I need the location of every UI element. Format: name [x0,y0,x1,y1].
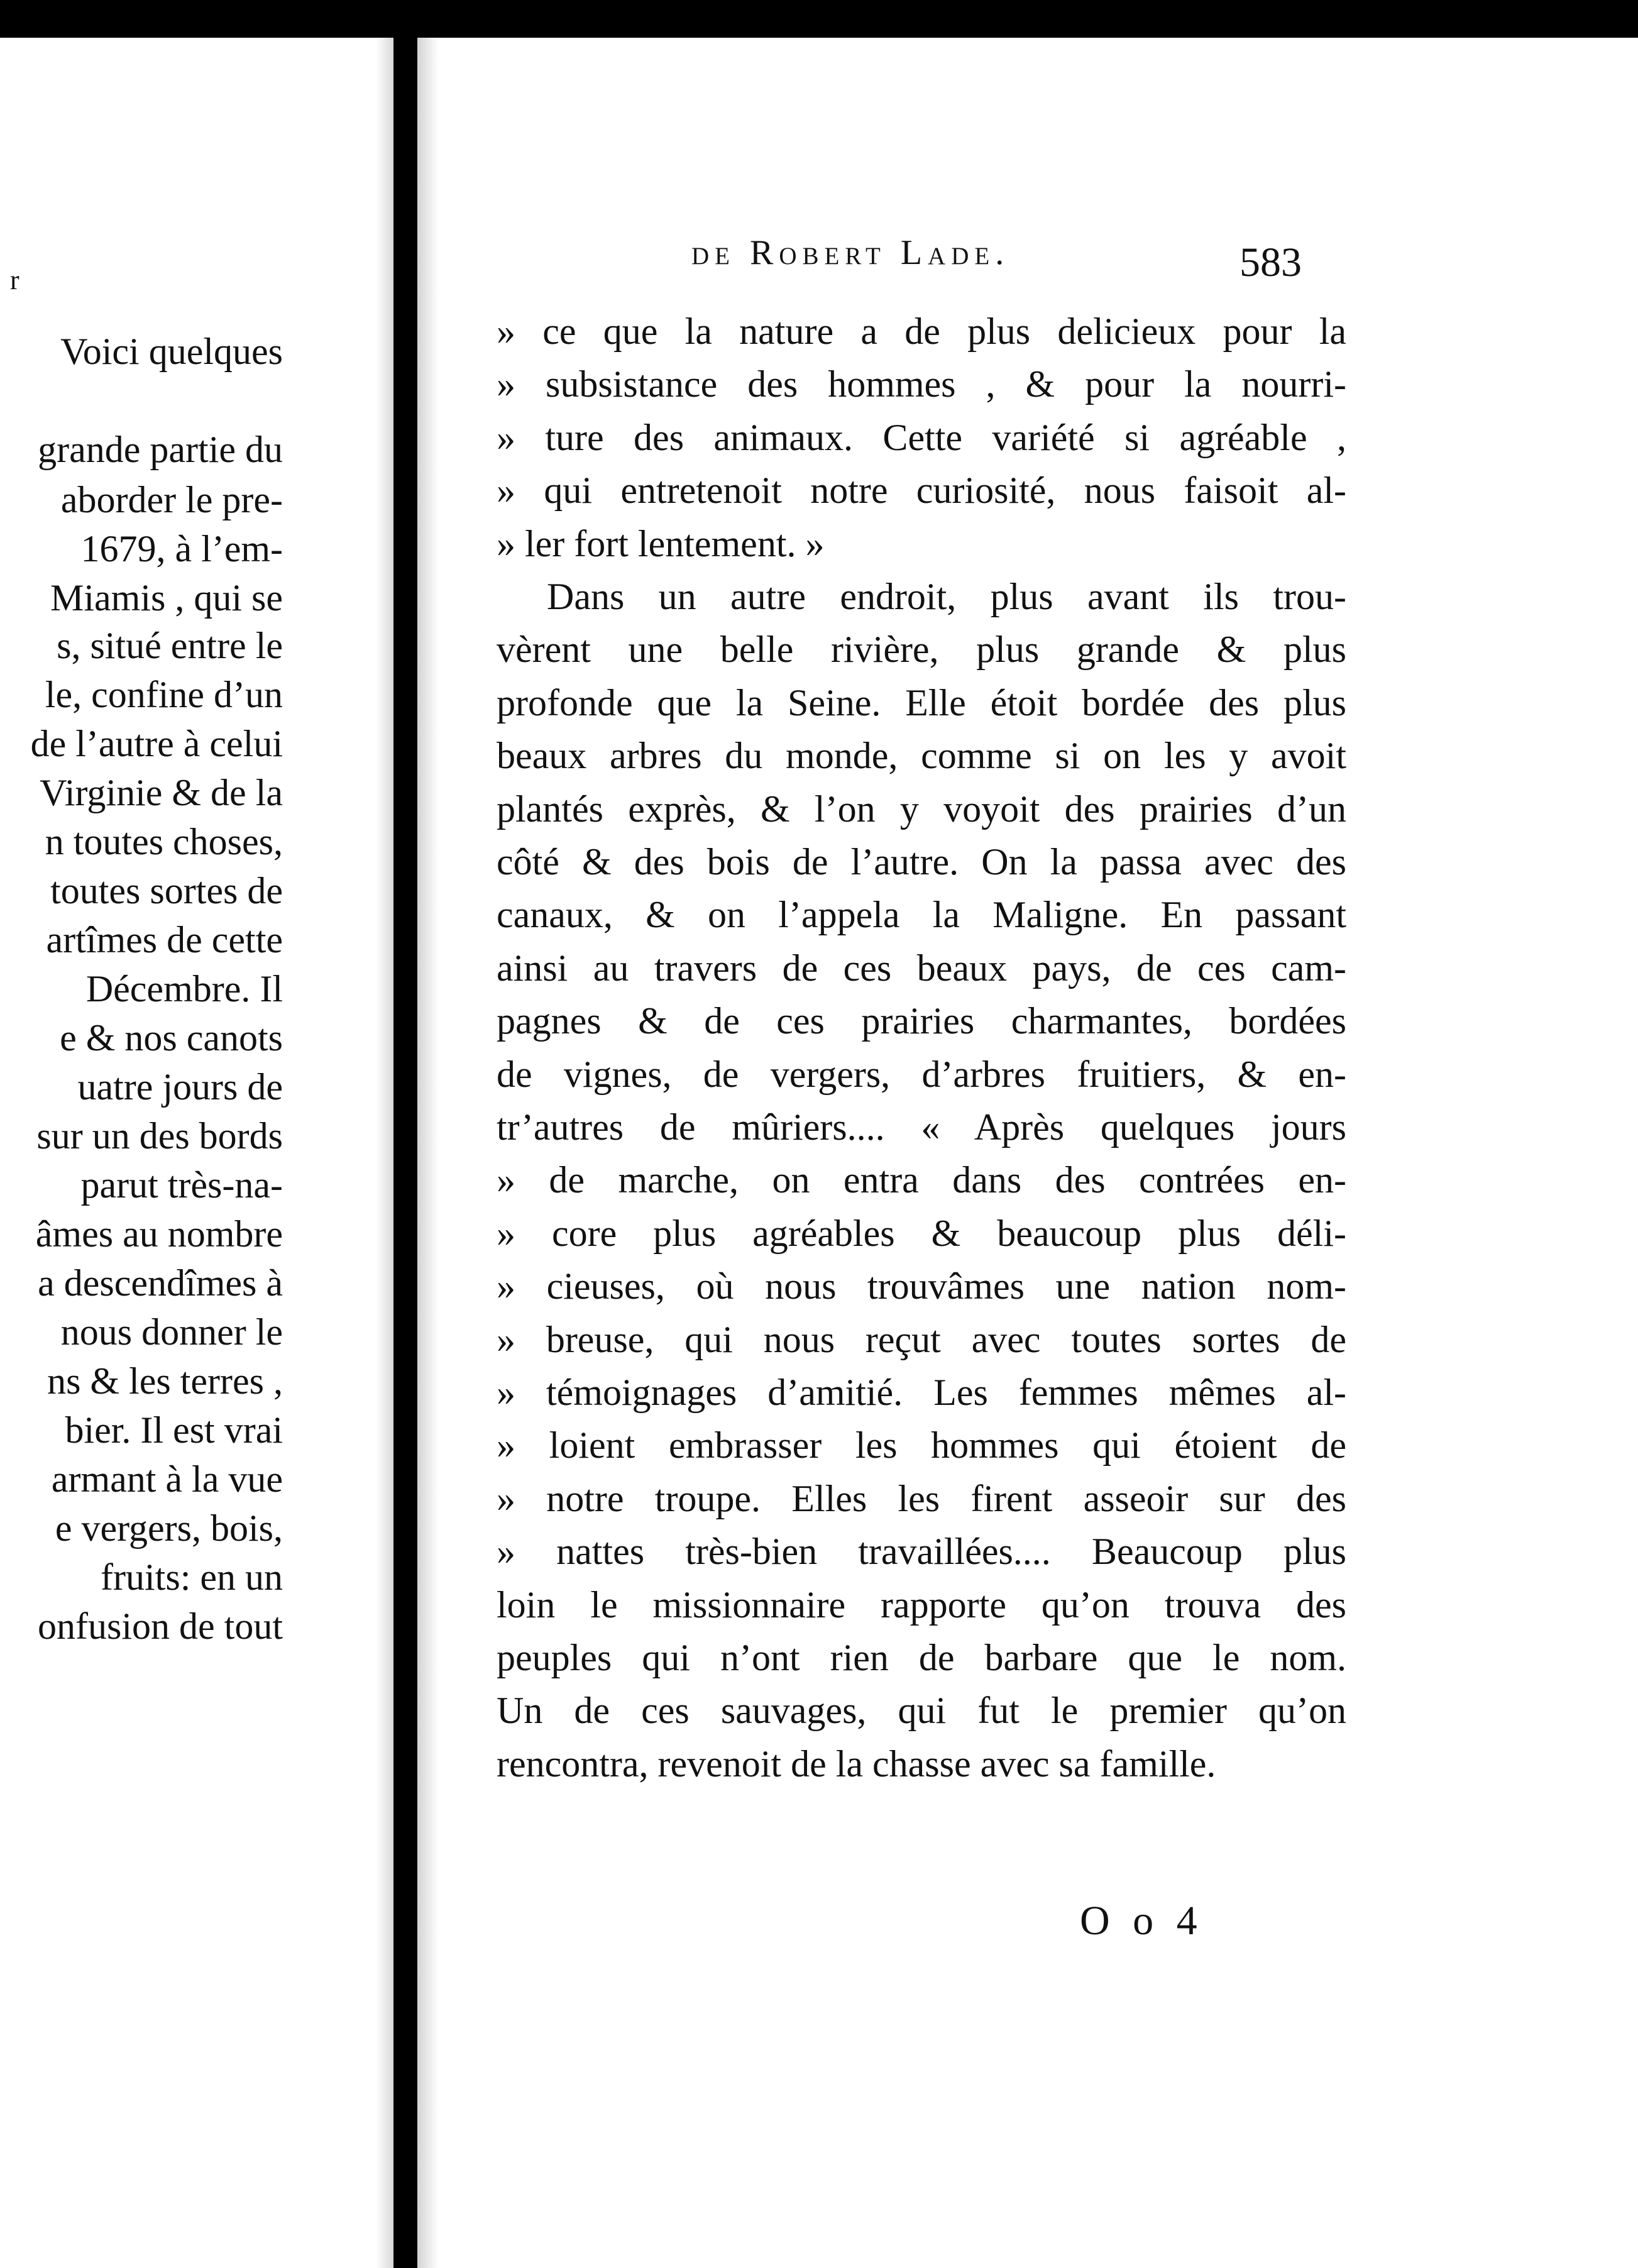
right-page-fold-shadow [417,38,439,2268]
right-page-line: » témoignages d’amitié. Les femmes mêmes al- [497,1372,1346,1413]
left-page-line: a descendîmes à [38,1262,283,1304]
right-page-line: » ce que la nature a de plus delicieux pour la [497,311,1346,352]
left-page-line: grande partie du [38,429,283,470]
right-page-line: » de marche, on entra dans des contrées en- [497,1159,1346,1201]
left-page [0,38,393,2268]
left-page-line: n toutes choses, [45,821,283,862]
left-page-line: Voici quelques [60,331,283,372]
right-page-line: de vignes, de vergers, d’arbres fruitiers, & en- [497,1054,1346,1095]
right-page-line: rencontra, revenoit de la chasse avec sa famille. [497,1743,1216,1785]
left-page-line: armant à la vue [51,1458,283,1500]
right-page-line: » loient embrasser les hommes qui étoient de [497,1424,1346,1466]
left-page-line: uatre jours de [77,1066,283,1108]
left-page-line: aborder le pre- [60,479,283,520]
running-head: de Robert Lade. [691,233,1010,272]
right-page-line: profonde que la Seine. Elle étoit bordée des plus [497,682,1346,724]
left-page-fold-shadow [376,38,393,2268]
page-gutter [393,0,417,2268]
left-page-line: bier. Il est vrai [65,1409,283,1451]
right-page-line: Un de ces sauvages, qui fut le premier qu’on [497,1690,1346,1731]
left-page-line: sur un des bords [36,1115,283,1157]
right-page-line: » core plus agréables & beaucoup plus déli- [497,1213,1346,1254]
right-page-line: » cieuses, où nous trouvâmes une nation nom- [497,1265,1346,1307]
left-page-line: ns & les terres , [47,1360,283,1402]
left-page-line: e & nos canots [60,1017,283,1059]
right-page-line: » nattes très-bien travaillées.... Beaucoup plus [497,1531,1346,1572]
right-page-line: côté & des bois de l’autre. On la passa avec des [497,841,1346,883]
left-page-line: fruits: en un [101,1556,283,1598]
right-page-line: » subsistance des hommes , & pour la nourri- [497,363,1346,405]
left-page-line: Virginie & de la [40,772,283,813]
right-page-line: canaux, & on l’appela la Maligne. En passant [497,894,1346,935]
right-page-line: Dans un autre endroit, plus avant ils trou- [547,576,1346,617]
right-page-line: » breuse, qui nous reçut avec toutes sortes de [497,1319,1346,1360]
left-page-line: e vergers, bois, [55,1507,283,1549]
left-page-line: 1679, à l’em- [80,528,283,570]
left-page-line: âmes au nombre [35,1213,283,1255]
left-page-line: de l’autre à celui [30,723,283,764]
right-page-line: » qui entretenoit notre curiosité, nous faisoit al- [497,470,1346,511]
right-page-line: pagnes & de ces prairies charmantes, bordées [497,1000,1346,1042]
left-page-line: le, confine d’un [45,674,283,715]
left-page-line: toutes sortes de [50,870,283,911]
left-page-line: parut très-na- [80,1164,283,1206]
right-page-line: vèrent une belle rivière, plus grande & plus [497,629,1346,670]
right-page-line: ainsi au travers de ces beaux pays, de ces cam- [497,947,1346,989]
right-page-line: tr’autres de mûriers.... « Après quelques jours [497,1106,1346,1148]
right-page-line: peuples qui n’ont rien de barbare que le nom. [497,1637,1346,1678]
left-page-line: artîmes de cette [46,919,283,961]
left-page-line: Miamis , qui se [50,577,283,619]
right-page-line: loin le missionnaire rapporte qu’on trouva des [497,1584,1346,1626]
left-page-line: nous donner le [60,1311,283,1353]
left-page-line: onfusion de tout [38,1605,283,1647]
right-page-line: » ler fort lentement. » [497,523,825,564]
right-page-line: beaux arbres du monde, comme si on les y avoit [497,735,1346,776]
page-number: 583 [1239,239,1302,285]
right-page-line: » notre troupe. Elles les firent asseoir sur des [497,1478,1346,1519]
right-page-line: » ture des animaux. Cette variété si agréable , [497,417,1346,458]
left-page-mark: r [10,265,19,295]
left-page-line: s, situé entre le [57,625,283,666]
right-page-line: plantés exprès, & l’on y voyoit des prairies d’un [497,788,1346,830]
signature-mark: O o 4 [1080,1898,1204,1944]
left-page-line: Décembre. Il [85,968,283,1010]
